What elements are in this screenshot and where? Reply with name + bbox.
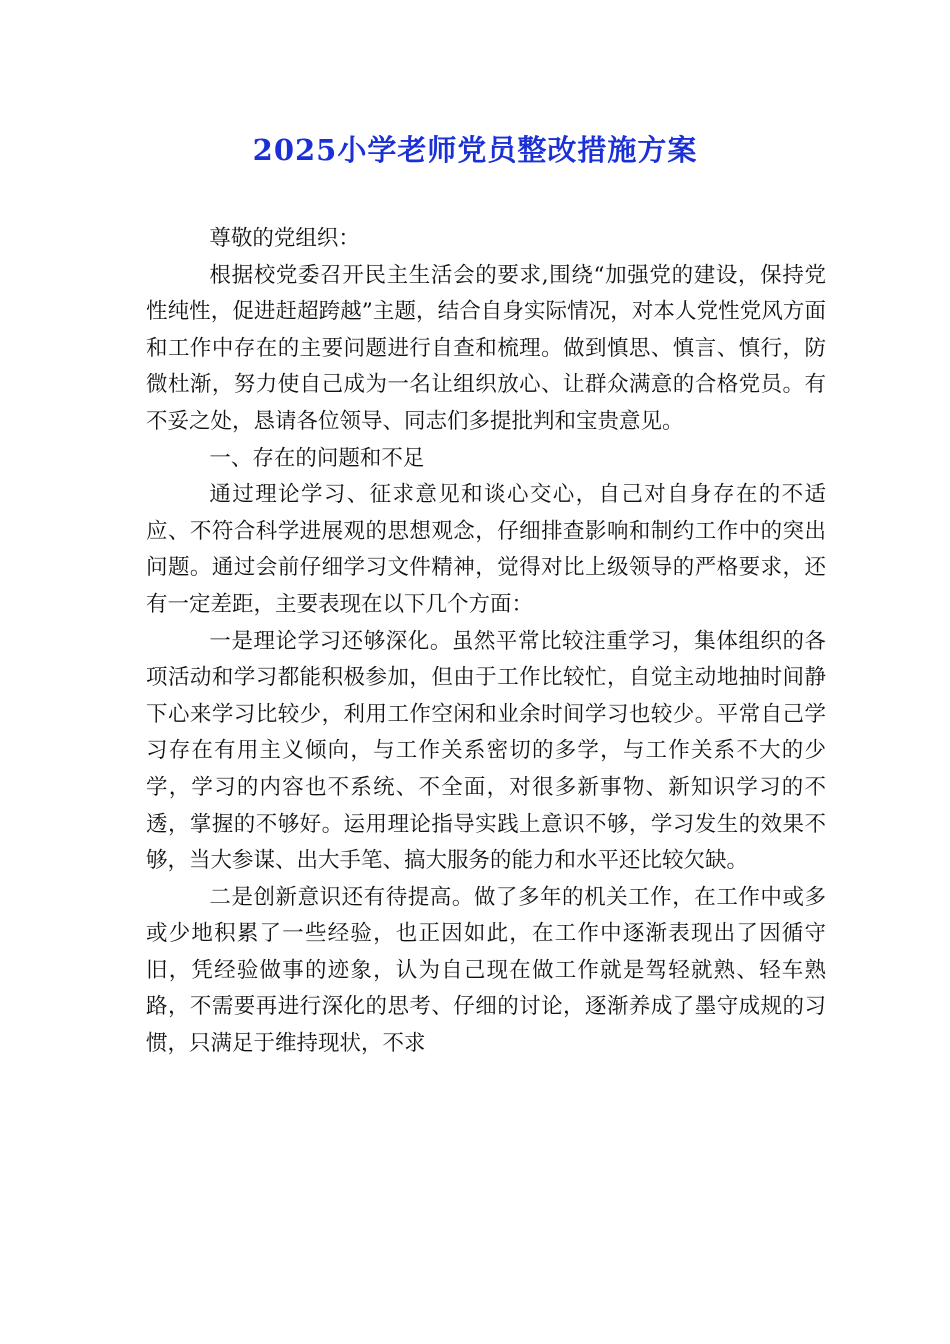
salutation-paragraph: 尊敬的党组织： (209, 226, 360, 251)
document-body (146, 221, 826, 1063)
issue-one-paragraph: 一是理论学习还够深化。虽然平常比较注重学习，集体组织的各项活动和学习都能积极参加，但由于工作比较忙，自觉主动地抽时间静下心来学习比较少，利用工作空闲和业余时间学习也较少。平常自己学习存在有用主义倾向，与工作关系密切的多学，与工作关系不大的少学，学习的内容也不系统、不全面，对很多新事物、新知识学习的不透，掌握的不够好。运用理论指导实践上意识不够，学习发生的效果不够，当大参谋、出大手笔、搞大服务的能力和水平还比较欠缺。 (146, 628, 826, 874)
intro-paragraph: 根据校党委召开民主生活会的要求,围绕“加强党的建设，保持党性纯性，促进赶超跨越”主题，结合自身实际情况，对本人党性党风方面和工作中存在的主要问题进行自查和梳理。做到慎思、慎言、慎行，防微杜渐，努力使自己成为一名让组织放心、让群众满意的合格党员。有不妥之处，恳请各位领导、同志们多提批判和宝贵意见。 (146, 262, 826, 434)
document-title: 2025小学老师党员整改措施方案 (252, 133, 698, 167)
issue-two-paragraph: 二是创新意识还有待提高。做了多年的机关工作，在工作中或多或少地积累了一些经验，也正因如此，在工作中逐渐表现出了因循守旧，凭经验做事的迹象，认为自己现在做工作就是驾轻就熟、轻车熟路，不需要再进行深化的思考、仔细的讨论，逐渐养成了墨守成规的习惯，只满足于维持现状，不求 (146, 884, 826, 1057)
section-heading: 一、存在的问题和不足 (209, 445, 425, 471)
overview-paragraph: 通过理论学习、征求意见和谈心交心，自己对自身存在的不适应、不符合科学进展观的思想观念，仔细排查影响和制约工作中的突出问题。通过会前仔细学习文件精神，觉得对比上级领导的严格要求，还有一定差距，主要表现在以下几个方面： (146, 482, 826, 617)
